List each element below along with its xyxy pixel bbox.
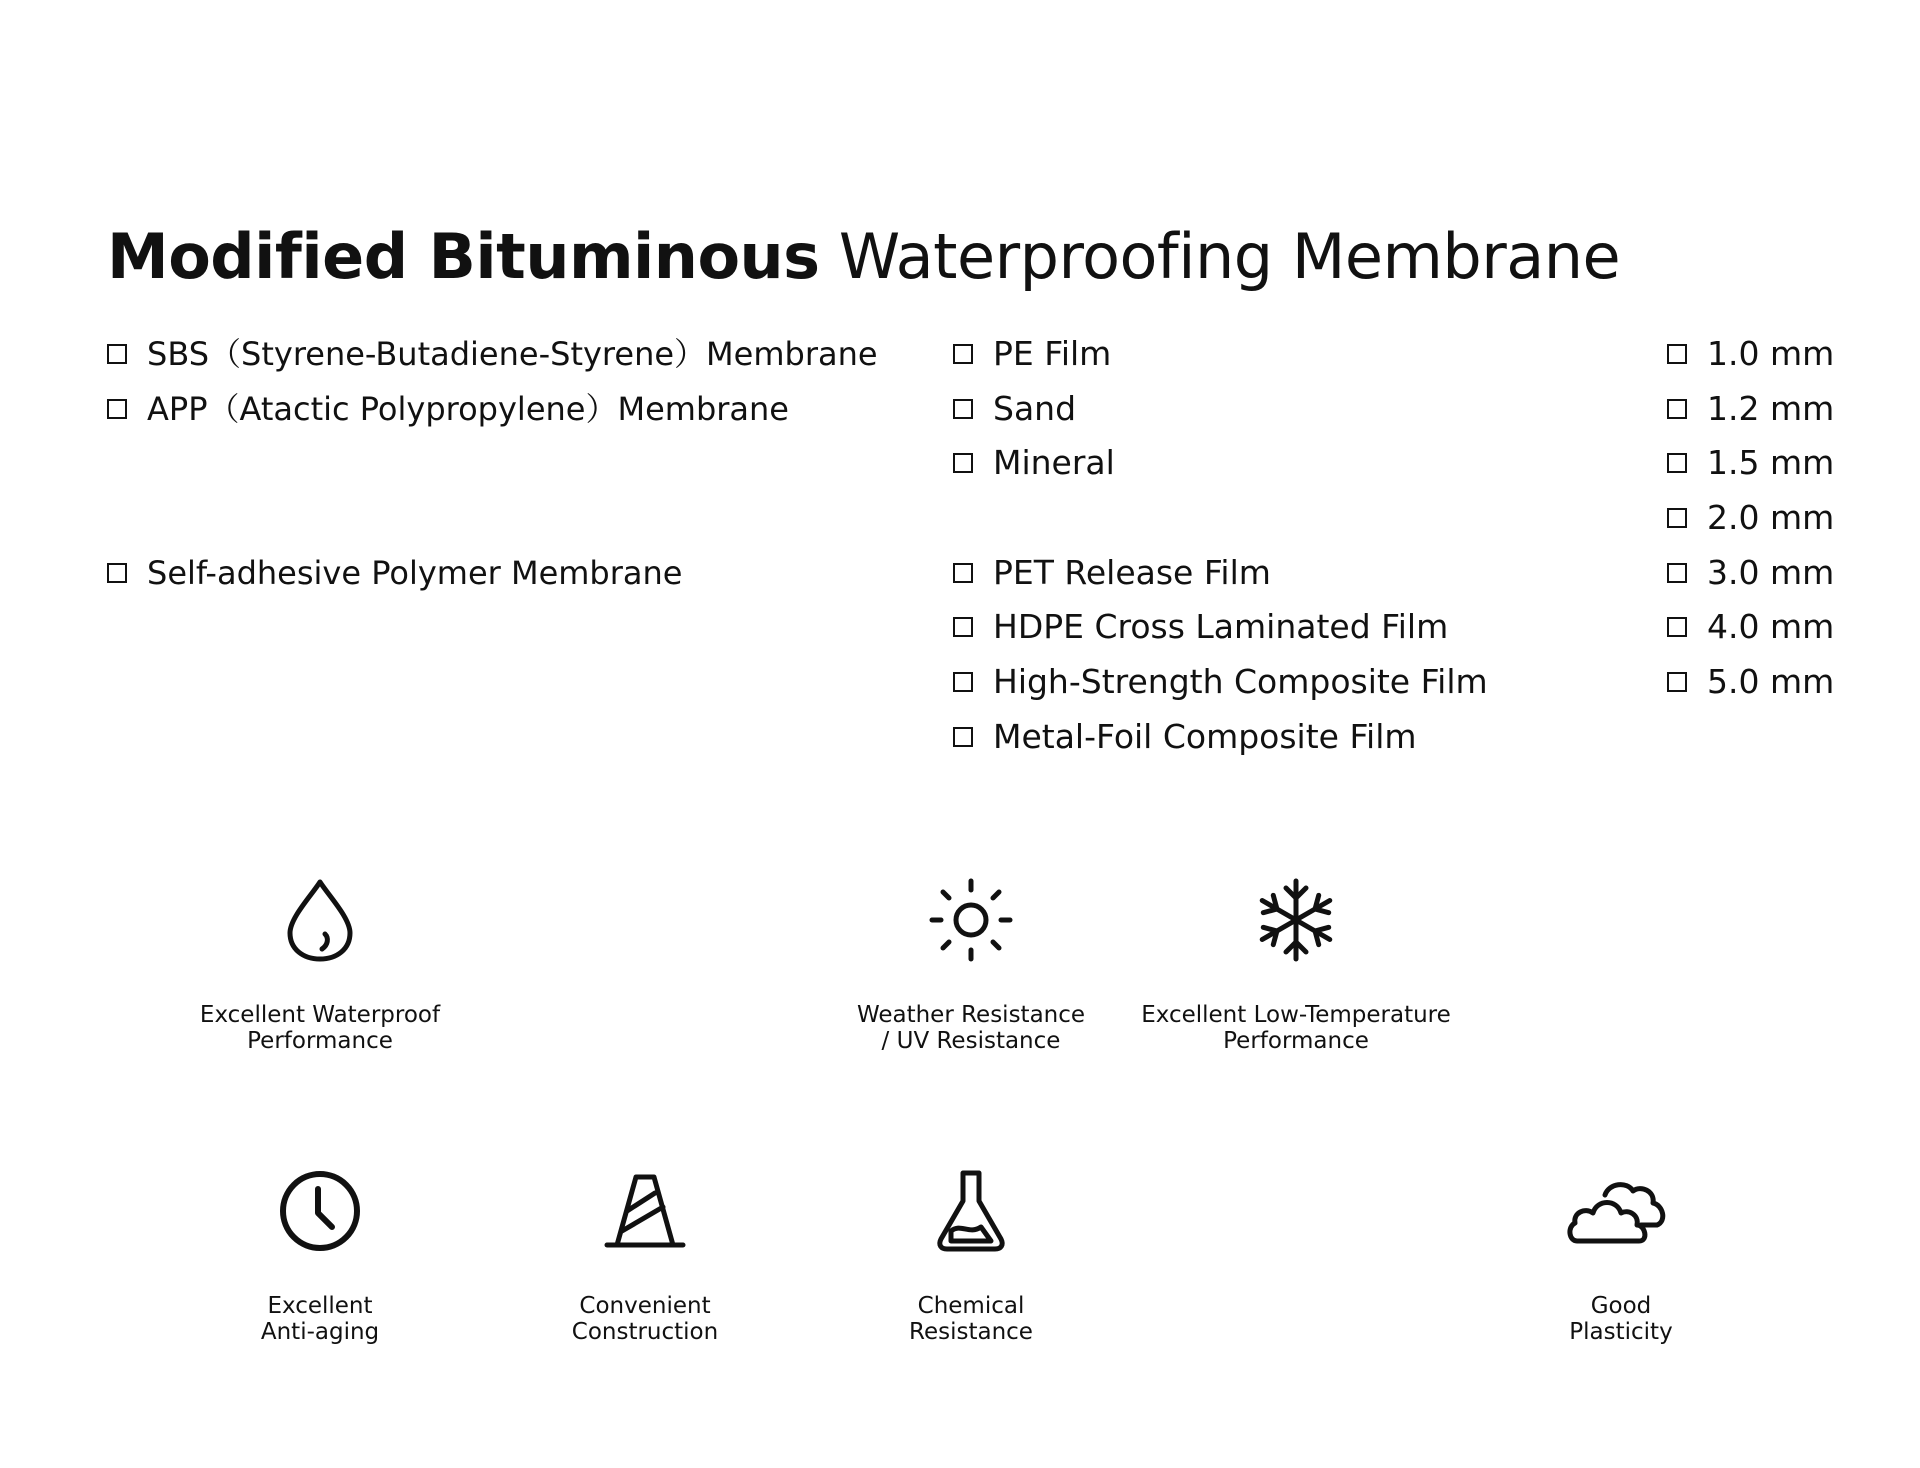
membrane-type-option[interactable] [107,551,682,595]
checkbox[interactable] [107,563,127,583]
option-label: Mineral [993,443,1115,482]
option-label: HDPE Cross Laminated Film [993,607,1449,646]
thickness-option[interactable] [1667,605,1834,649]
checkbox[interactable] [953,672,973,692]
snowflake-icon [1254,878,1338,962]
thickness-option[interactable] [1667,441,1834,485]
feature-plasticity [1451,1169,1791,1345]
checkbox[interactable] [953,727,973,747]
thickness-option[interactable] [1667,496,1834,540]
checkbox[interactable] [953,563,973,583]
checkbox[interactable] [953,344,973,364]
traffic-cone-icon [603,1169,687,1253]
checkbox[interactable] [1667,617,1687,637]
option-label: Self-adhesive Polymer Membrane [147,554,683,592]
surface-option[interactable] [953,660,1488,704]
checkbox[interactable] [1667,563,1687,583]
water-drop-icon [280,878,360,962]
feature-label: Excellent Waterproof Performance [199,1002,441,1054]
option-label: APP（Atactic Polypropylene）Membrane [147,390,789,428]
option-label: 4.0 mm [1707,607,1835,646]
option-label: SBS（Styrene-Butadiene-Styrene）Membrane [147,335,878,373]
checkbox[interactable] [953,617,973,637]
feature-chemical [801,1169,1141,1345]
feature-label: Good Plasticity [1569,1293,1673,1345]
feature-construction [475,1169,815,1345]
option-label: PET Release Film [993,553,1271,592]
surface-option[interactable] [953,441,1115,485]
surface-option[interactable] [953,715,1417,759]
option-label: 5.0 mm [1707,662,1835,701]
thickness-option[interactable] [1667,660,1834,704]
sun-icon [929,878,1013,962]
option-label: 1.5 mm [1707,443,1835,482]
feature-anti-aging [150,1169,490,1345]
thickness-option[interactable] [1667,551,1834,595]
option-label: 2.0 mm [1707,498,1835,537]
option-label: High-Strength Composite Film [993,662,1488,701]
option-label: 1.0 mm [1707,334,1835,373]
checkbox[interactable] [1667,453,1687,473]
option-label: PE Film [993,334,1112,373]
feature-weather [801,878,1141,1054]
checkbox[interactable] [953,399,973,419]
feature-label: Weather Resistance / UV Resistance [856,1002,1086,1054]
checkbox[interactable] [953,453,973,473]
surface-option[interactable] [953,551,1271,595]
feature-waterproof [150,878,490,1054]
cloud-icon [1565,1169,1677,1253]
option-label: Metal-Foil Composite Film [993,717,1417,756]
feature-label: Convenient Construction [571,1293,719,1345]
checkbox[interactable] [107,399,127,419]
title-regular: Waterproofing Membrane [838,220,1621,293]
feature-low-temperature [1126,878,1466,1054]
surface-option[interactable] [953,387,1076,431]
feature-label: Excellent Anti-aging [260,1293,380,1345]
checkbox[interactable] [1667,344,1687,364]
thickness-option[interactable] [1667,332,1834,376]
checkbox[interactable] [107,344,127,364]
option-label: 1.2 mm [1707,389,1835,428]
surface-option[interactable] [953,605,1448,649]
surface-option[interactable] [953,332,1111,376]
flask-icon [929,1169,1013,1253]
checkbox[interactable] [1667,672,1687,692]
feature-label: Chemical Resistance [909,1293,1033,1345]
checkbox[interactable] [1667,399,1687,419]
title-bold: Modified Bituminous [107,220,820,293]
membrane-type-option[interactable] [107,387,789,431]
membrane-type-option[interactable] [107,332,878,376]
option-label: Sand [993,389,1077,428]
clock-icon [278,1169,362,1253]
page-title [107,220,1621,293]
option-label: 3.0 mm [1707,553,1835,592]
thickness-option[interactable] [1667,387,1834,431]
feature-label: Excellent Low-Temperature Performance [1141,1002,1451,1054]
checkbox[interactable] [1667,508,1687,528]
